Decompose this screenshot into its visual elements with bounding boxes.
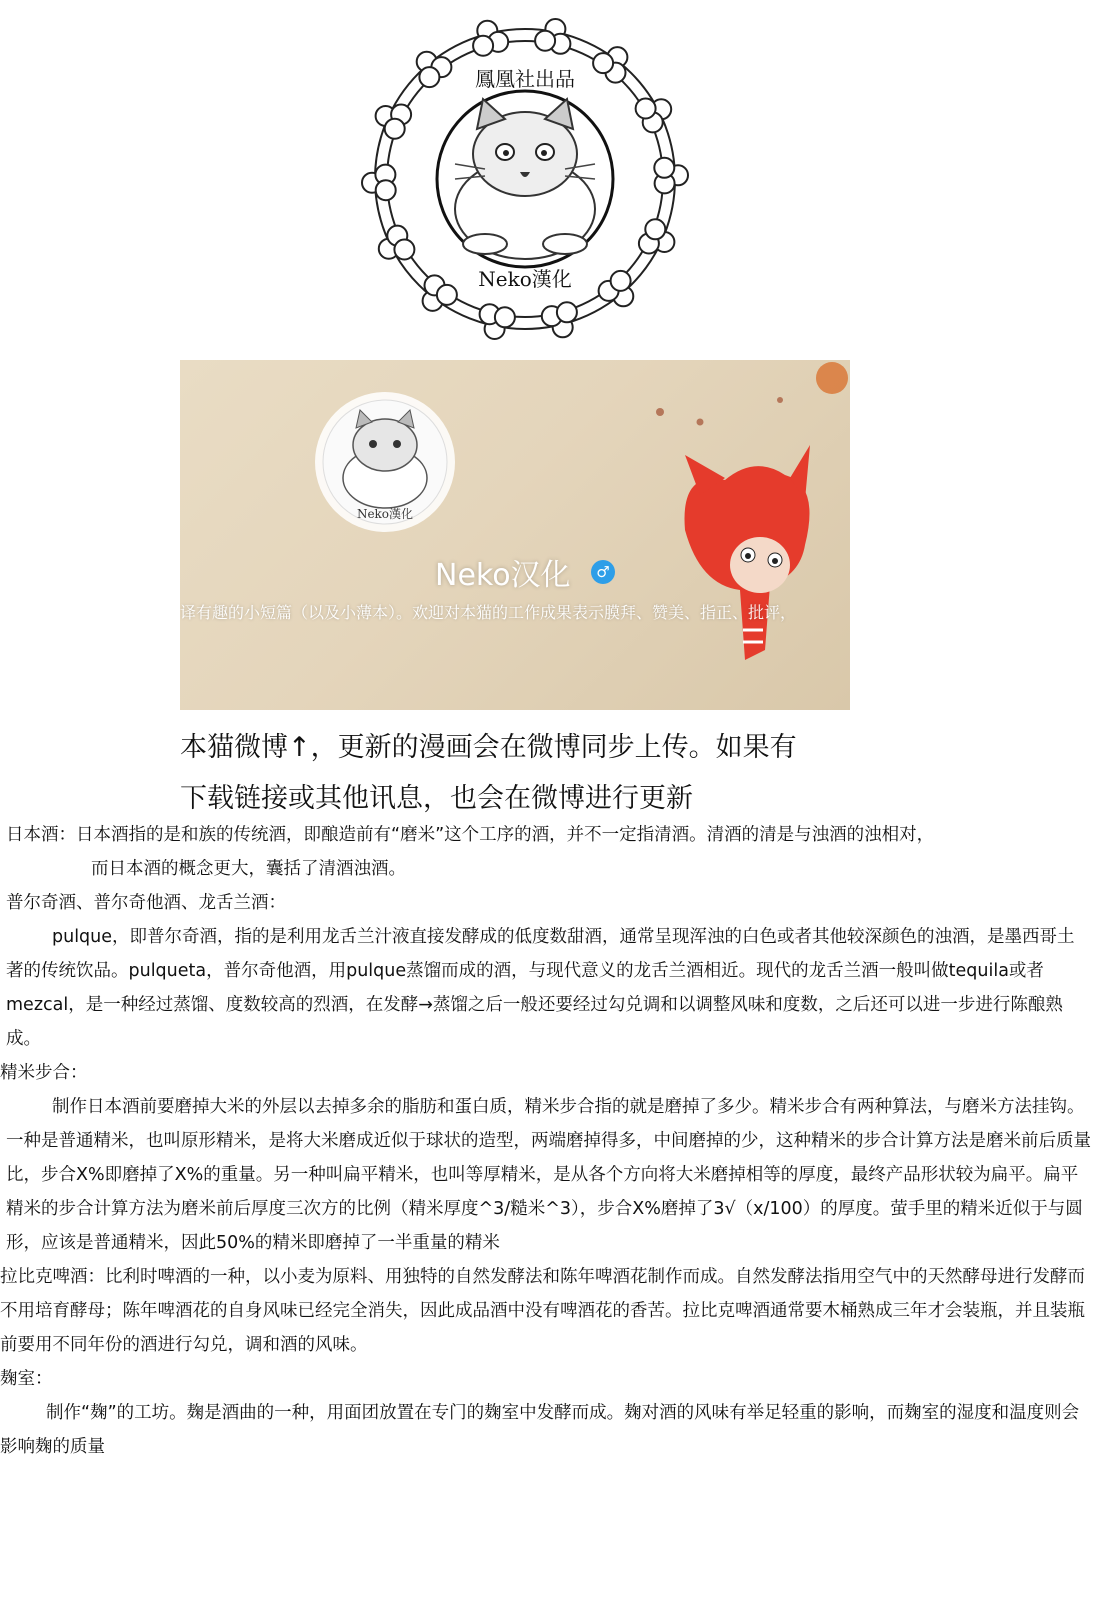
entry-sake-continuation: 而日本酒的概念更大，囊括了清酒浊酒。 xyxy=(91,859,406,879)
weibo-caption xyxy=(180,722,880,824)
entry-sake: 日本酒：日本酒指的是和族的传统酒，即酿造前有“磨米”这个工序的酒，并不一定指清酒。清酒的清是与浊酒的浊相对， xyxy=(6,825,935,845)
clover-icon xyxy=(535,19,570,54)
male-symbol-icon: ♂ xyxy=(591,560,615,584)
clover-icon xyxy=(542,302,577,337)
entry-lambic: 拉比克啤酒：比利时啤酒的一种，以小麦为原料、用独特的自然发酵法和陈年啤酒花制作而成。自然发酵法指用空气中的天然酵母进行发酵而不用培育酵母；陈年啤酒花的自身风味已经完全消失，因此成品酒中没有啤酒花的香苦。拉比克啤酒通常要木桶熟成三年才会装瓶，并且装瓶前要用不同年份的酒进行勾兑，调和酒的风味。 xyxy=(0,1267,1085,1355)
glossary xyxy=(0,818,1097,1464)
weibo-banner xyxy=(180,360,850,710)
clover-icon xyxy=(480,304,515,339)
clover-icon xyxy=(599,271,634,306)
clover-icon xyxy=(654,158,688,194)
red-fox-character xyxy=(685,445,811,660)
caption-line-1: 本猫微博↑，更新的漫画会在微博同步上传。如果有 xyxy=(180,732,797,763)
clover-icon xyxy=(362,165,396,201)
entry-pulque-term: 普尔奇酒、普尔奇他酒、龙舌兰酒： xyxy=(6,893,286,913)
clover-icon xyxy=(473,21,508,56)
banner-description: 译有趣的小短篇（以及小薄本）。欢迎对本猫的工作成果表示膜拜、赞美、指正、批评， xyxy=(180,603,797,622)
banner-art xyxy=(180,360,850,710)
clover-icon xyxy=(593,47,627,83)
banner-avatar-text: Neko漢化 xyxy=(356,507,414,521)
clover-icon xyxy=(376,105,412,139)
logo-bottom-text: Neko漢化 xyxy=(478,267,572,291)
entry-rice-polishing-term: 精米步合： xyxy=(0,1063,88,1083)
banner-account-name: Neko汉化 xyxy=(435,558,571,593)
entry-koji-room-definition: 制作“麹”的工坊。麹是酒曲的一种，用面团放置在专门的麹室中发酵而成。麹对酒的风味有举足轻重的影响，而麹室的湿度和温度则会影响麹的质量 xyxy=(0,1403,1080,1457)
clover-icon xyxy=(417,52,452,87)
entry-koji-room-term: 麹室： xyxy=(0,1369,53,1389)
neko-logo xyxy=(355,4,695,354)
clover-icon xyxy=(639,219,675,253)
clover-icon xyxy=(423,275,457,311)
entry-pulque-definition: pulque，即普尔奇酒，指的是利用龙舌兰汁液直接发酵成的低度数甜酒，通常呈现浑浊的白色或者其他较深颜色的浊酒，是墨西哥土著的传统饮品。pulqueta，普尔奇他酒，用pulque蒸馏而成的酒，与现代意义的龙舌兰酒相近。现代的龙舌兰酒一般叫做tequila或者mezcal，是一种经过蒸馏、度数较高的烈酒，在发酵→蒸馏之后一般还要经过勾兑调和以调整风味和度数，之后还可以进一步进行陈酿熟成。 xyxy=(6,927,1075,1049)
logo-top-text: 鳳凰社出品 xyxy=(475,67,575,91)
caption-line-2: 下载链接或其他讯息，也会在微博进行更新 xyxy=(180,783,693,814)
entry-rice-polishing-definition: 制作日本酒前要磨掉大米的外层以去掉多余的脂肪和蛋白质，精米步合指的就是磨掉了多少。精米步合有两种算法，与磨米方法挂钩。一种是普通精米，也叫原形精米，是将大米磨成近似于球状的造型，两端磨掉得多，中间磨掉的少，这种精米的步合计算方法是磨米前后质量比，步合X%即磨掉了X%的重量。另一种叫扁平精米，也叫等厚精米，是从各个方向将大米磨掉相等的厚度，最终产品形状较为扁平。扁平精米的步合计算方法为磨米前后厚度三次方的比例（精米厚度^3/糙米^3），步合X%磨掉了3√（x/100）的厚度。萤手里的精米近似于与圆形，应该是普通精米，因此50%的精米即磨掉了一半重量的精米 xyxy=(6,1097,1091,1253)
